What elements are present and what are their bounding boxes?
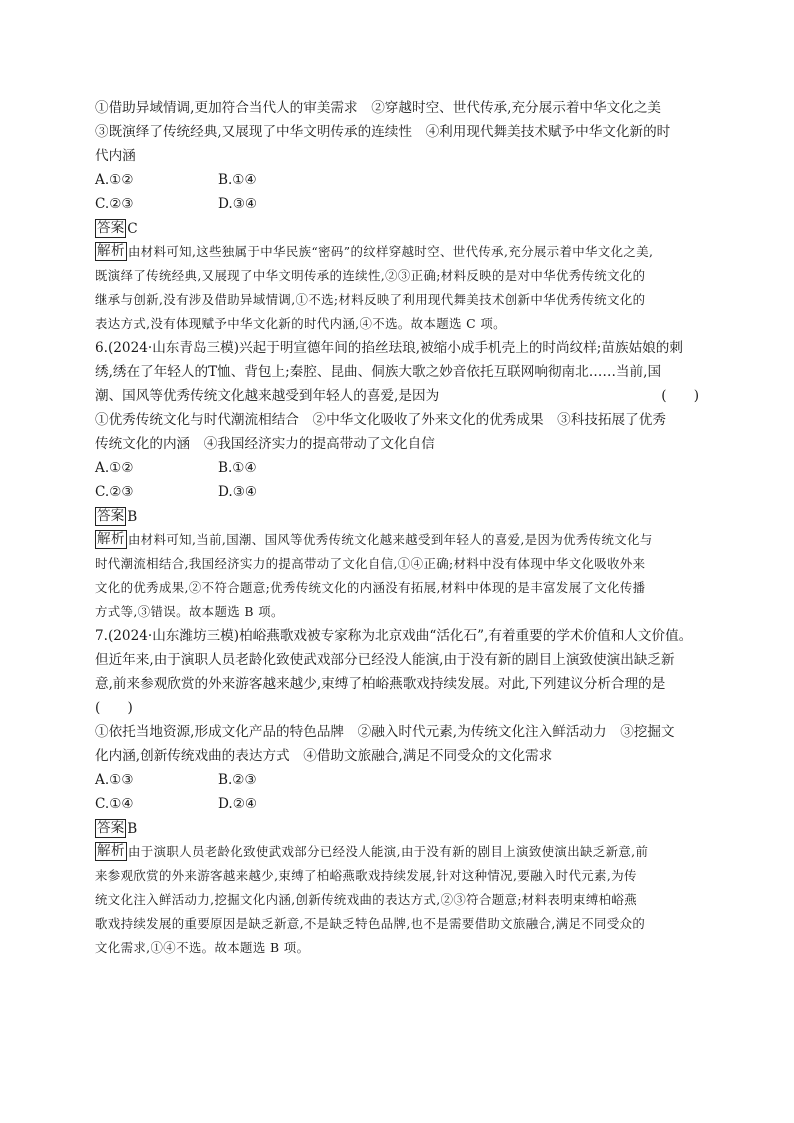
answer-value: B — [127, 821, 138, 837]
question-5-statements-line-1: ①借助异域情调,更加符合当代人的审美需求 ②穿越时空、世代传承,充分展示着中华文化之美 — [95, 100, 661, 116]
question-7-options-row-2 — [95, 792, 699, 816]
analysis-tag: 解析 — [97, 243, 125, 259]
analysis-tag: 解析 — [97, 843, 125, 859]
option-c[interactable]: C.①④ — [95, 796, 134, 812]
option-d[interactable]: D.②④ — [218, 796, 258, 812]
question-6-options-row-1 — [95, 456, 699, 480]
analysis-line: 时代潮流相结合,我国经济实力的提高带动了文化自信,①④正确;材料中没有体现中华文化吸收外来 — [95, 556, 646, 571]
question-6-stem-line-1: 6.(2024·山东青岛三模)兴起于明宣德年间的掐丝珐琅,被缩小成手机壳上的时尚纹样;苗族姑娘的刺 — [95, 340, 683, 356]
answer-tag: 答案 — [97, 508, 125, 524]
question-7-stem-line-1: 7.(2024·山东潍坊三模)柏峪燕歌戏被专家称为北京戏曲“活化石”,有着重要的学术价值和人文价值。 — [95, 628, 693, 644]
question-6-stem-line-3 — [95, 384, 699, 408]
question-6-stem-line-2: 绣,绣在了年轻人的T恤、背包上;秦腔、昆曲、侗族大歌之妙音依托互联网响彻南北……当前,国 — [95, 364, 662, 380]
option-d[interactable]: D.③④ — [218, 196, 258, 212]
analysis-line: 由材料可知,当前,国潮、国风等优秀传统文化越来越受到年轻人的喜爱,是因为优秀传统文化与 — [128, 532, 653, 547]
analysis-line: 表达方式,没有体现赋予中华文化新的时代内涵,④不选。故本题选 C 项。 — [95, 316, 506, 331]
option-b[interactable]: B.①④ — [218, 460, 257, 476]
analysis-tag: 解析 — [97, 531, 125, 547]
question-6-statements-line-2: 传统文化的内涵 ④我国经济实力的提高带动了文化自信 — [95, 436, 435, 452]
analysis-line: 文化需求,①④不选。故本题选 B 项。 — [95, 940, 310, 955]
answer-blank: ( ) — [95, 700, 133, 716]
question-7-analysis — [95, 840, 699, 960]
question-5-options-row-2 — [95, 192, 699, 216]
question-5-options-row-1 — [95, 168, 699, 192]
analysis-line: 统文化注入鲜活动力,挖掘文化内涵,创新传统戏曲的表达方式,②③符合题意;材料表明束缚柏峪燕 — [95, 892, 638, 907]
analysis-line: 由于演职人员老龄化致使武戏部分已经没人能演,由于没有新的剧目上演致使演出缺乏新意,前 — [128, 844, 649, 859]
analysis-line: 文化的优秀成果,②不符合题意;优秀传统文化的内涵没有拓展,材料中体现的是丰富发展了文化传播 — [95, 580, 646, 595]
answer-value: C — [127, 221, 138, 237]
stem-text: 潮、国风等优秀传统文化越来越受到年轻人的喜爱,是因为 — [95, 388, 440, 404]
question-6-options-row-2 — [95, 480, 699, 504]
answer-value: B — [127, 509, 138, 525]
answer-blank: ( ) — [661, 388, 699, 404]
option-d[interactable]: D.③④ — [218, 484, 258, 500]
option-b[interactable]: B.②③ — [218, 772, 257, 788]
option-b[interactable]: B.①④ — [218, 172, 257, 188]
answer-tag: 答案 — [97, 220, 125, 236]
option-c[interactable]: C.②③ — [95, 484, 134, 500]
option-c[interactable]: C.②③ — [95, 196, 134, 212]
question-page — [95, 96, 699, 960]
question-6-analysis — [95, 528, 699, 624]
question-6-answer — [95, 506, 699, 528]
analysis-line: 由材料可知,这些独属于中华民族“密码”的纹样穿越时空、世代传承,充分展示着中华文化之美, — [128, 244, 654, 259]
question-7-options-row-1 — [95, 768, 699, 792]
analysis-line: 既演绎了传统经典,又展现了中华文明传承的连续性,②③正确;材料反映的是对中华优秀传统文化的 — [95, 268, 646, 283]
analysis-line: 来参观欣赏的外来游客越来越少,束缚了柏峪燕歌戏持续发展,针对这种情况,要融入时代元素,为传 — [95, 868, 637, 883]
question-5-analysis — [95, 240, 699, 336]
question-7-statements-line-1: ①依托当地资源,形成文化产品的特色品牌 ②融入时代元素,为传统文化注入鲜活动力 ③挖掘文 — [95, 724, 675, 740]
option-a[interactable]: A.①② — [95, 172, 134, 188]
question-7-answer — [95, 818, 699, 840]
analysis-line: 方式等,③错误。故本题选 B 项。 — [95, 604, 284, 619]
question-5-statements-line-2: ③既演绎了传统经典,又展现了中华文明传承的连续性 ④利用现代舞美技术赋予中华文化新的时 — [95, 124, 671, 140]
option-a[interactable]: A.①② — [95, 460, 134, 476]
question-5-answer — [95, 218, 699, 240]
option-a[interactable]: A.①③ — [95, 772, 134, 788]
answer-tag: 答案 — [97, 820, 125, 836]
question-6 — [95, 336, 699, 624]
question-7-statements-line-2: 化内涵,创新传统戏曲的表达方式 ④借助文旅融合,满足不同受众的文化需求 — [95, 748, 553, 764]
question-6-statements-line-1: ①优秀传统文化与时代潮流相结合 ②中华文化吸收了外来文化的优秀成果 ③科技拓展了优秀 — [95, 412, 666, 428]
question-5-statements-line-3: 代内涵 — [95, 148, 136, 164]
analysis-line: 继承与创新,没有涉及借助异域情调,①不选;材料反映了利用现代舞美技术创新中华优秀传统文化的 — [95, 292, 646, 307]
question-7-stem-line-2: 但近年来,由于演职人员老龄化致使武戏部分已经没人能演,由于没有新的剧目上演致使演出缺乏新 — [95, 652, 675, 668]
question-7 — [95, 624, 699, 960]
question-5 — [95, 96, 699, 336]
analysis-line: 歌戏持续发展的重要原因是缺乏新意,不是缺乏特色品牌,也不是需要借助文旅融合,满足不同受众的 — [95, 916, 646, 931]
question-7-stem-line-3: 意,前来参观欣赏的外来游客越来越少,束缚了柏峪燕歌戏持续发展。对此,下列建议分析合理的是 — [95, 676, 666, 692]
